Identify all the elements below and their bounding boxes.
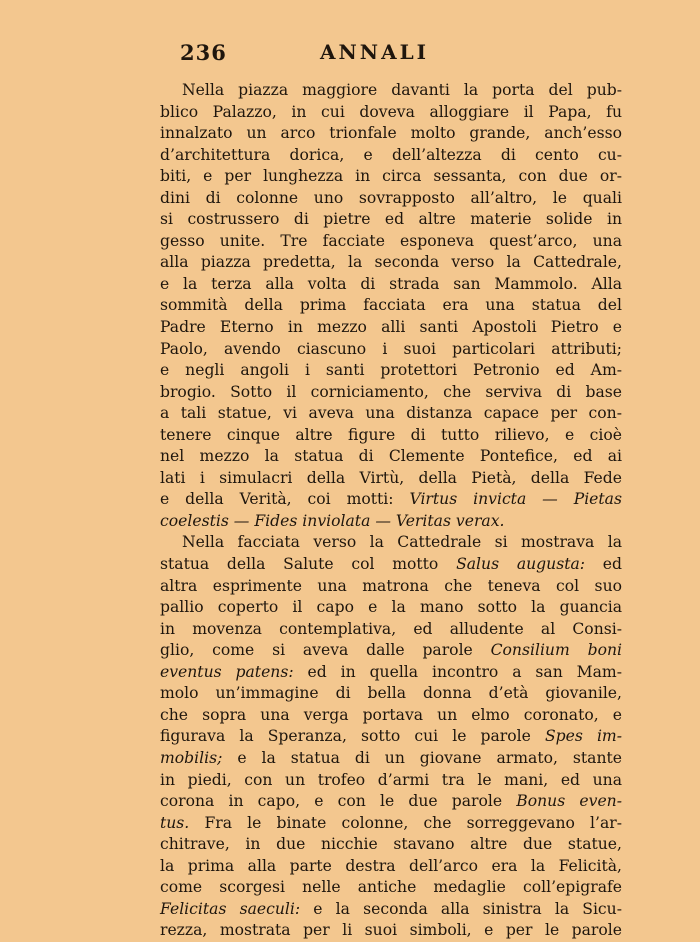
page-number: 236 bbox=[180, 40, 227, 65]
text-line: in piedi, con un trofeo d’armi tra le mani, ed una bbox=[160, 770, 622, 789]
motto-italic: tus. bbox=[160, 813, 190, 832]
text-line: come scorgesi nelle antiche medaglie coll’epigrafe bbox=[160, 878, 622, 897]
text-line: gesso unite. Tre facciate esponeva quest’arco, una bbox=[160, 231, 622, 250]
text-line: a tali statue, vi aveva una distanza capace per con- bbox=[160, 404, 622, 423]
body-text bbox=[160, 80, 622, 942]
text-line: biti, e per lunghezza in circa sessanta, con due or- bbox=[160, 167, 622, 186]
text-line: tenere cinque altre figure di tutto rilievo, e cioè bbox=[160, 425, 622, 444]
text-line: pallio coperto il capo e la mano sotto la guancia bbox=[160, 598, 622, 617]
text-line bbox=[160, 640, 622, 662]
page-header bbox=[0, 38, 700, 68]
text-line bbox=[160, 489, 622, 511]
text-line: che sopra una verga portava un elmo coronato, e bbox=[160, 705, 622, 724]
motto-italic: Consilium boni bbox=[490, 641, 622, 660]
text-line bbox=[160, 726, 622, 748]
text-span: e la seconda alla sinistra la Sicu- bbox=[313, 899, 622, 918]
text-line: Padre Eterno in mezzo alli santi Apostoli Pietro e bbox=[160, 318, 622, 337]
motto-italic: mobilis; bbox=[160, 748, 223, 767]
text-line bbox=[160, 662, 622, 684]
text-line: in movenza contemplativa, ed alludente al Consi- bbox=[160, 619, 622, 638]
text-span: e della Verità, coi motti: bbox=[160, 490, 394, 509]
text-line: d’architettura dorica, e dell’altezza di cento cu- bbox=[160, 145, 622, 164]
text-line bbox=[160, 554, 622, 576]
text-line: Paolo, avendo ciascuno i suoi particolari attributi; bbox=[160, 339, 622, 358]
text-span: e la statua di un giovane armato, stante bbox=[237, 748, 622, 767]
motto-italic: Virtus invicta — Pietas bbox=[409, 490, 622, 509]
text-line: sommità della prima facciata era una statua del bbox=[160, 296, 622, 315]
text-line: blico Palazzo, in cui doveva alloggiare il Papa, fu bbox=[160, 102, 622, 121]
text-line: Nella facciata verso la Cattedrale si mostrava la bbox=[182, 533, 622, 552]
text-line: nel mezzo la statua di Clemente Pontefice, ed ai bbox=[160, 447, 622, 466]
text-line bbox=[160, 748, 622, 770]
motto-italic: Felicitas saeculi: bbox=[160, 899, 301, 918]
text-span: ed bbox=[602, 555, 622, 574]
text-line: la prima alla parte destra dell’arco era la Felicità, bbox=[160, 856, 622, 875]
motto-italic: eventus patens: bbox=[160, 662, 294, 681]
text-line: dini di colonne uno sovrapposto all’altro, le quali bbox=[160, 188, 622, 207]
text-line: lati i simulacri della Virtù, della Pietà, della Fede bbox=[160, 468, 622, 487]
text-line: molo un’immagine di bella donna d’età giovanile, bbox=[160, 684, 622, 703]
text-line bbox=[160, 791, 622, 813]
text-line: altra esprimente una matrona che teneva col suo bbox=[160, 576, 622, 595]
text-line: si costrussero di pietre ed altre materie solide in bbox=[160, 210, 622, 229]
text-span: Fra le binate colonne, che sorreggevano l’ar- bbox=[204, 813, 622, 832]
text-line: alla piazza predetta, la seconda verso la Cattedrale, bbox=[160, 253, 622, 272]
text-span: corona in capo, e con le due parole bbox=[160, 792, 503, 811]
text-span: glio, come si aveva dalle parole bbox=[160, 641, 473, 660]
motto-italic: Bonus even- bbox=[516, 792, 622, 811]
text-line: Nella piazza maggiore davanti la porta del pub- bbox=[182, 81, 622, 99]
text-line: innalzato un arco trionfale molto grande, anch’esso bbox=[160, 124, 622, 143]
text-span: figurava la Speranza, sotto cui le parole bbox=[160, 727, 531, 746]
text-line: chitrave, in due nicchie stavano altre due statue, bbox=[160, 835, 622, 854]
text-line bbox=[160, 511, 622, 533]
text-line: e la terza alla volta di strada san Mammolo. Alla bbox=[160, 274, 622, 293]
text-line: e negli angoli i santi protettori Petronio ed Am- bbox=[160, 361, 622, 380]
motto-italic: coelestis — Fides inviolata — Veritas verax. bbox=[160, 511, 505, 530]
motto-italic: Spes im- bbox=[544, 727, 622, 746]
text-span: statua della Salute col motto bbox=[160, 555, 439, 574]
running-title: ANNALI bbox=[320, 40, 430, 64]
text-span: ed in quella incontro a san Mam- bbox=[307, 662, 622, 681]
text-line: brogio. Sotto il corniciamento, che serviva di base bbox=[160, 382, 622, 401]
motto-italic: Salus augusta: bbox=[456, 555, 586, 574]
text-line bbox=[160, 899, 622, 921]
text-line: rezza, mostrata per li suoi simboli, e per le parole bbox=[160, 921, 622, 940]
text-line bbox=[160, 813, 622, 835]
